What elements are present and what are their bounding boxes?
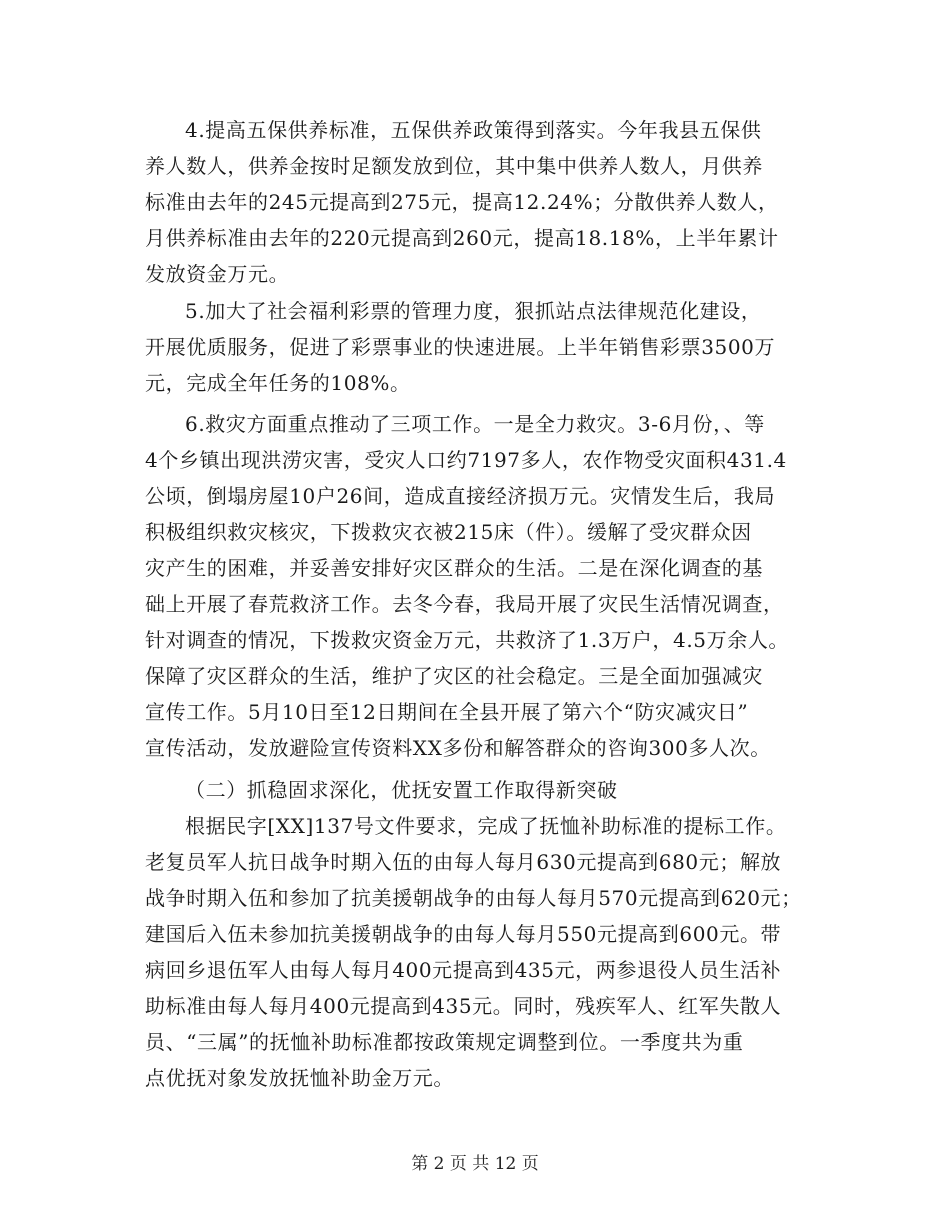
text-line: 助标准由每人每月400元提高到435元。同时，残疾军人、红军失散人 [145, 994, 782, 1018]
text-line: 病回乡退伍军人由每人每月400元提高到435元，两参退役人员生活补 [145, 958, 782, 982]
text-line: 础上开展了春荒救济工作。去冬今春，我局开展了灾民生活情况调查， [145, 592, 784, 616]
text-line: 养人数人，供养金按时足额发放到位，其中集中供养人数人，月供养 [145, 154, 763, 178]
text-line: 6.救灾方面重点推动了三项工作。一是全力救灾。3-6月份，、等 [185, 412, 765, 436]
text-line: 元，完成全年任务的108%。 [145, 371, 411, 395]
text-line: 点优抚对象发放抚恤补助金万元。 [145, 1066, 454, 1090]
text-line: 战争时期入伍和参加了抗美援朝战争的由每人每月570元提高到620元； [145, 886, 802, 910]
text-line: 宣传活动，发放避险宣传资料XX多份和解答群众的咨询300多人次。 [145, 736, 771, 760]
text-line: 根据民字[XX]137号文件要求，完成了抚恤补助标准的提标工作。 [185, 814, 787, 838]
text-line: 建国后入伍未参加抗美援朝战争的由每人每月550元提高到600元。带 [145, 922, 782, 946]
text-line: 月供养标准由去年的220元提高到260元，提高18.18%，上半年累计 [145, 226, 779, 250]
text-line: 积极组织救灾核灾，下拨救灾衣被215床（件）。缓解了受灾群众因 [145, 520, 752, 544]
text-line: 开展优质服务，促进了彩票事业的快速进展。上半年销售彩票3500万 [145, 335, 776, 359]
text-line: 标准由去年的245元提高到275元，提高12.24%；分散供养人数人， [145, 190, 779, 214]
section-heading: （二）抓稳固求深化，优抚安置工作取得新突破 [185, 778, 618, 802]
text-line: 发放资金万元。 [145, 262, 290, 286]
text-line: 公顷，倒塌房屋10户26间，造成直接经济损万元。灾情发生后，我局 [145, 484, 776, 508]
text-line: 员、“三属”的抚恤补助标准都按政策规定调整到位。一季度共为重 [145, 1030, 744, 1054]
text-line: 灾产生的困难，并妥善安排好灾区群众的生活。二是在深化调查的基 [145, 556, 763, 580]
text-line: 针对调查的情况，下拨救灾资金万元，共救济了1.3万户，4.5万余人。 [145, 628, 790, 652]
text-line: 4.提高五保供养标准，五保供养政策得到落实。今年我县五保供 [185, 118, 762, 142]
text-line: 保障了灾区群众的生活，维护了灾区的社会稳定。三是全面加强减灾 [145, 664, 763, 688]
text-line: 4个乡镇出现洪涝灾害，受灾人口约7197多人，农作物受灾面积431.4 [145, 448, 787, 472]
text-line: 5.加大了社会福利彩票的管理力度，狠抓站点法律规范化建设， [185, 299, 762, 323]
page-number-footer: 第 2 页 共 12 页 [411, 1154, 539, 1174]
text-line: 老复员军人抗日战争时期入伍的由每人每月630元提高到680元；解放 [145, 850, 782, 874]
text-line: 宣传工作。5月10日至12日期间在全县开展了第六个“防灾减灾日” [145, 700, 749, 724]
